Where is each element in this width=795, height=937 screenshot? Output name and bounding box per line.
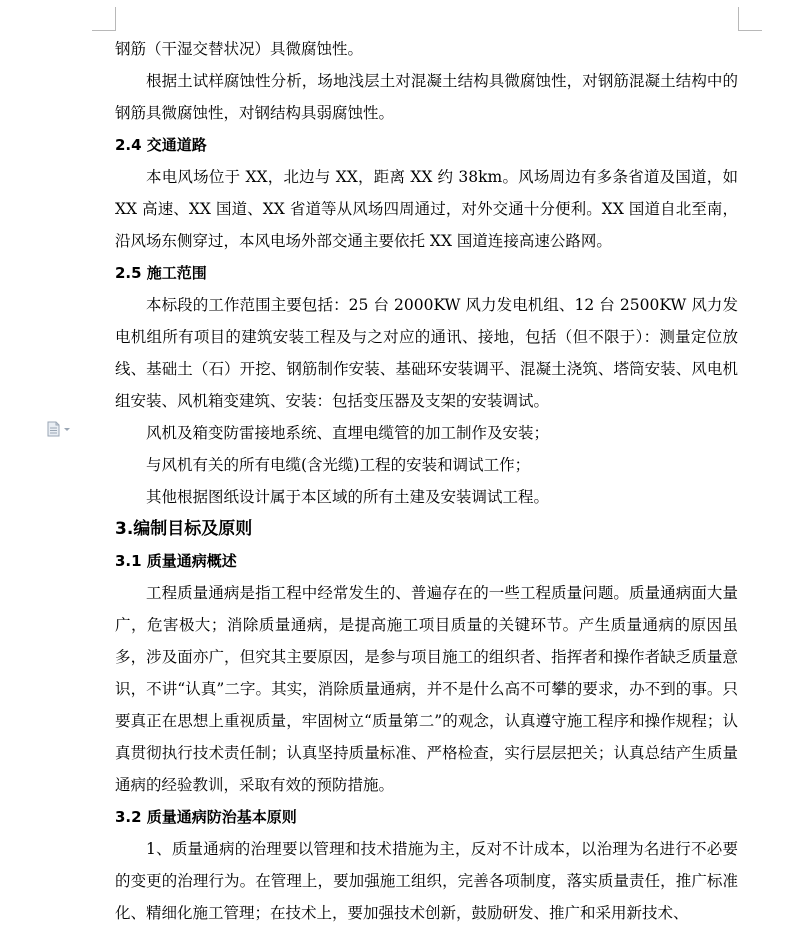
document-icon-graphic <box>46 421 74 437</box>
heading-2-4-traffic: 2.4 交通道路 <box>115 136 207 154</box>
paragraph-scope: 本标段的工作范围主要包括：25 台 2000KW 风力发电机组、12 台 2500KW 风力发电机组所有项目的建筑安装工程及与之对应的通讯、接地，包括（但不限于）：测量定位放线、基础土（石）开挖、钢筋制作安装、基础环安装调平、混凝土浇筑、塔筒安装、风电机组安装、风机箱变建筑、安装：包括变压器及支架的安装调试。 <box>115 296 738 410</box>
crop-mark-top-right-vertical <box>738 7 739 31</box>
crop-mark-top-right-horizontal <box>738 30 762 31</box>
paragraph-traffic: 本电风场位于 XX，北边与 XX，距离 XX 约 38km。风场周边有多条省道及国道，如 XX 高速、XX 国道、XX 省道等从风场四周通过，对外交通十分便利。XX 国道自北至南，沿风场东侧穿过，本风电场外部交通主要依托 XX 国道连接高速公路网。 <box>115 168 738 250</box>
crop-mark-top-left-horizontal <box>92 30 116 31</box>
document-icon[interactable] <box>46 421 74 437</box>
heading-2-5-scope: 2.5 施工范围 <box>115 264 207 282</box>
crop-mark-top-left-vertical <box>115 7 116 31</box>
paragraph-other-works: 其他根据图纸设计属于本区域的所有土建及安装调试工程。 <box>146 488 550 506</box>
document-body <box>115 33 738 929</box>
heading-3-2-principles: 3.2 质量通病防治基本原则 <box>115 808 297 826</box>
heading-3-objectives: 3.编制目标及原则 <box>115 519 253 539</box>
paragraph-principle-1: 1、质量通病的治理要以管理和技术措施为主，反对不计成本，以治理为名进行不必要的变更的治理行为。在管理上，要加强施工组织，完善各项制度，落实质量责任，推广标准化、精细化施工管理；在技术上，要加强技术创新，鼓励研发、推广和采用新技术、 <box>115 840 738 922</box>
paragraph-lightning: 风机及箱变防雷接地系统、直埋电缆管的加工制作及安装； <box>146 424 550 442</box>
paragraph-quality-overview: 工程质量通病是指工程中经常发生的、普遍存在的一些工程质量问题。质量通病面大量广，危害极大；消除质量通病，是提高施工项目质量的关键环节。产生质量通病的原因虽多，涉及面亦广，但究其主要原因，是参与项目施工的组织者、指挥者和操作者缺乏质量意识，不讲“认真”二字。其实，消除质量通病，并不是什么高不可攀的要求，办不到的事。只要真正在思想上重视质量，牢固树立“质量第二”的观念，认真遵守施工程序和操作规程；认真贯彻执行技术责任制；认真坚持质量标准、严格检查，实行层层把关；认真总结产生质量通病的经验教训，采取有效的预防措施。 <box>115 584 738 794</box>
paragraph-corrosion-tail: 钢筋（干湿交替状况）具微腐蚀性。 <box>115 40 364 58</box>
paragraph-cables: 与风机有关的所有电缆(含光缆)工程的安装和调试工作； <box>146 456 531 474</box>
heading-3-1-overview: 3.1 质量通病概述 <box>115 552 237 570</box>
paragraph-soil-corrosion: 根据土试样腐蚀性分析，场地浅层土对混凝土结构具微腐蚀性，对钢筋混凝土结构中的钢筋具微腐蚀性，对钢结构具弱腐蚀性。 <box>115 72 738 122</box>
